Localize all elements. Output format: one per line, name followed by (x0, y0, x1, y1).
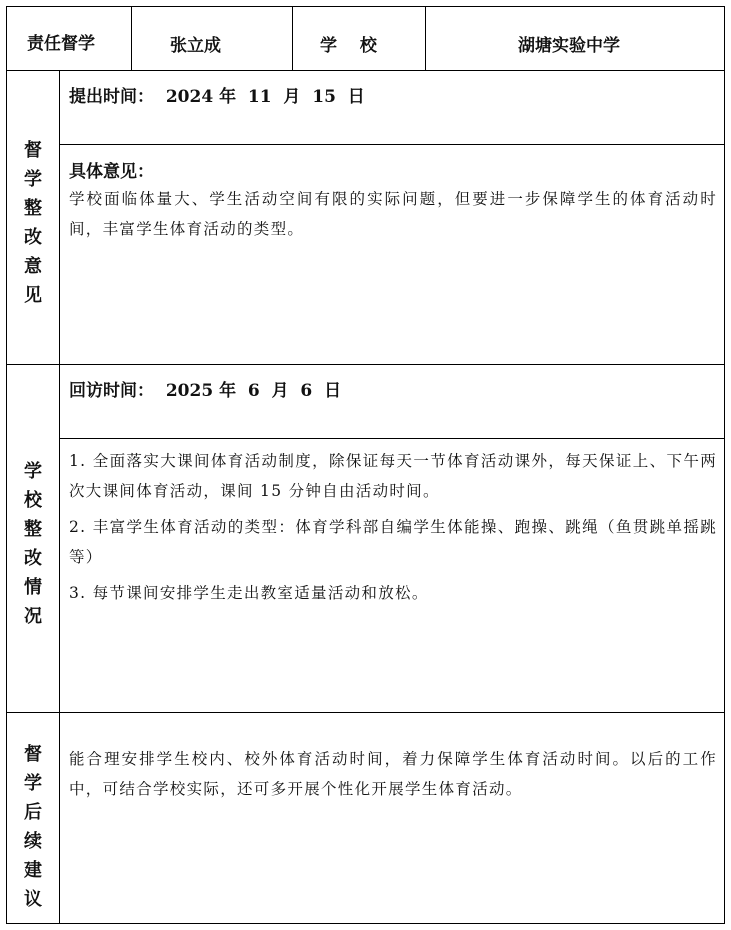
inspector-label: 责任督学 (27, 34, 95, 54)
proposal-time: 提出时间： 2024 年 11 月 15 日 (69, 87, 365, 107)
row-divider (7, 70, 724, 71)
school-label: 学 校 (320, 36, 377, 56)
row-divider (7, 364, 724, 365)
section-label-follow-up-suggestions: 督 学 后 续 建 议 (24, 744, 42, 910)
label-column-divider (59, 70, 60, 923)
row-divider (59, 144, 724, 145)
inspector-name: 张立成 (170, 36, 221, 56)
column-divider (292, 7, 293, 70)
row-divider (59, 438, 724, 439)
list-item: 1. 全面落实大课间体育活动制度，除保证每天一节体育活动课外，每天保证上、下午两次大课间体育活动，课间 15 分钟自由活动时间。 (69, 452, 717, 500)
opinion-heading: 具体意见： (69, 162, 154, 182)
school-name: 湖塘实验中学 (518, 36, 620, 56)
column-divider (425, 7, 426, 70)
follow-up-suggestion-text: 能合理安排学生校内、校外体育活动时间，着力保障学生体育活动时间。以后的工作中，可结合学校实际，还可多开展个性化开展学生体育活动。 (69, 750, 717, 798)
revisit-time: 回访时间： 2025 年 6 月 6 日 (69, 381, 342, 401)
list-item: 2. 丰富学生体育活动的类型：体育学科部自编学生体能操、跑操、跳绳（鱼贯跳单摇跳等） (69, 518, 717, 566)
row-divider (7, 712, 724, 713)
section-label-rectification-opinion: 督 学 整 改 意 见 (24, 140, 42, 306)
opinion-text: 学校面临体量大、学生活动空间有限的实际问题，但要进一步保障学生的体育活动时间，丰富学生体育活动的类型。 (69, 190, 717, 238)
rectification-list (69, 447, 717, 609)
column-divider (131, 7, 132, 70)
section-label-rectification-status: 学 校 整 改 情 况 (24, 461, 42, 627)
list-item: 3. 每节课间安排学生走出教室适量活动和放松。 (69, 584, 429, 602)
